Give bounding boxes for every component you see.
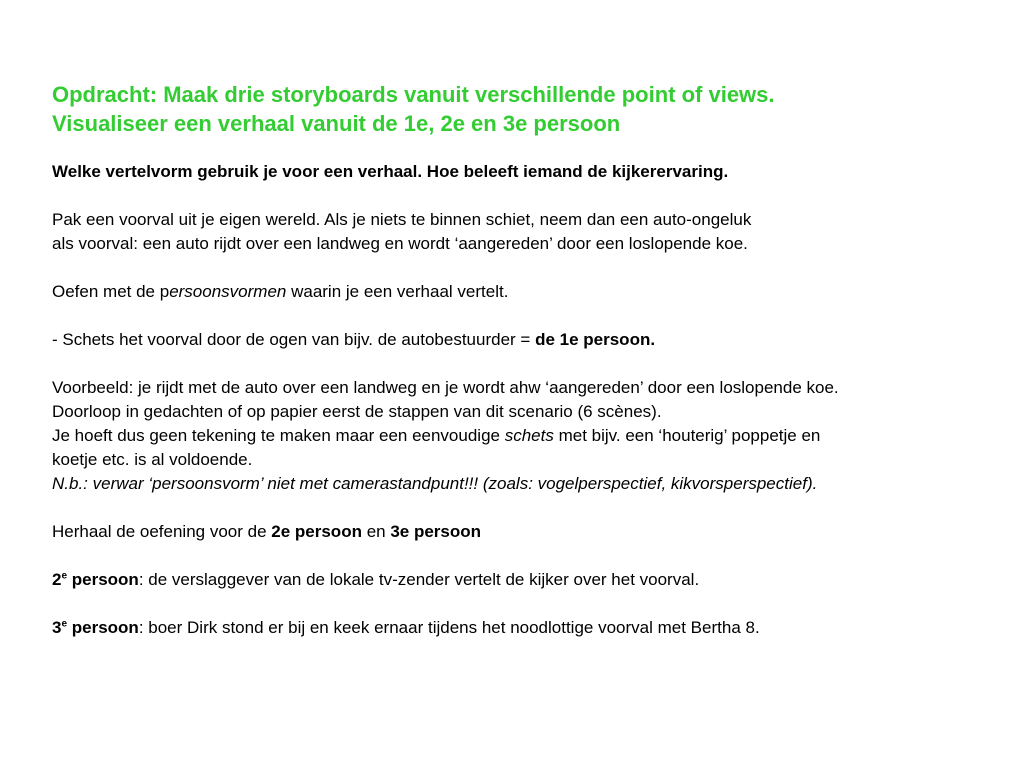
- title-line-1: Opdracht: Maak drie storyboards vanuit verschillende point of views.: [52, 82, 775, 107]
- repeat-middle: en: [361, 522, 391, 541]
- first-person-text: - Schets het voorval door de ogen van bijv. de autobestuurder =: [52, 330, 536, 349]
- practice-italic: ersoonsvormen: [169, 282, 287, 301]
- slide: [52, 80, 1012, 640]
- example-line-3-prefix: Je hoeft dus geen tekening te maken maar een eenvoudige: [52, 426, 505, 445]
- intro-paragraph: [52, 208, 1012, 256]
- practice-paragraph: [52, 280, 1012, 304]
- second-person-num: 2: [52, 570, 62, 589]
- first-person-paragraph: [52, 328, 1012, 352]
- example-line-3-suffix: met bijv. een ‘houterig’ poppetje en: [553, 426, 821, 445]
- example-note: N.b.: verwar ‘persoonsvorm’ niet met camerastandpunt!!! (zoals: vogelperspectief, kikvorsperspectief).: [52, 474, 818, 493]
- example-line-3-italic: schets: [504, 426, 554, 445]
- second-person-paragraph: [52, 568, 1012, 592]
- third-person-label: [52, 618, 139, 637]
- second-person-word: persoon: [67, 570, 139, 589]
- first-person-bold: de 1e persoon.: [535, 330, 656, 349]
- repeat-third: 3e persoon: [390, 522, 482, 541]
- repeat-second: 2e persoon: [271, 522, 362, 541]
- third-person-word: persoon: [67, 618, 139, 637]
- second-person-label: [52, 570, 139, 589]
- practice-prefix: Oefen met de p: [52, 282, 170, 301]
- practice-suffix: waarin je een verhaal vertelt.: [286, 282, 509, 301]
- repeat-paragraph: [52, 520, 1012, 544]
- third-person-sup: e: [61, 618, 68, 630]
- intro-line-1: Pak een voorval uit je eigen wereld. Als je niets te binnen schiet, neem dan een auto-ongeluk: [52, 210, 752, 229]
- intro-line-2: als voorval: een auto rijdt over een landweg en wordt ‘aangereden’ door een loslopende koe.: [52, 234, 748, 253]
- question-heading: Welke vertelvorm gebruik je voor een verhaal. Hoe beleeft iemand de kijkerervaring.: [52, 162, 729, 181]
- example-line-3: [52, 424, 1012, 448]
- third-person-num: 3: [52, 618, 62, 637]
- example-line-2: Doorloop in gedachten of op papier eerst de stappen van dit scenario (6 scènes).: [52, 402, 662, 421]
- example-line-4: koetje etc. is al voldoende.: [52, 450, 253, 469]
- example-line-1: Voorbeeld: je rijdt met de auto over een landweg en je wordt ahw ‘aangereden’ door een loslopende koe.: [52, 378, 839, 397]
- third-person-paragraph: [52, 616, 1012, 640]
- slide-title: [52, 80, 1012, 138]
- third-person-text: : boer Dirk stond er bij en keek ernaar tijdens het noodlottige voorval met Bertha 8.: [138, 618, 760, 637]
- title-line-2: Visualiseer een verhaal vanuit de 1e, 2e en 3e persoon: [52, 111, 621, 136]
- example-paragraph: [52, 376, 1012, 496]
- repeat-prefix: Herhaal de oefening voor de: [52, 522, 272, 541]
- second-person-text: : de verslaggever van de lokale tv-zender vertelt de kijker over het voorval.: [138, 570, 700, 589]
- second-person-sup: e: [61, 570, 68, 582]
